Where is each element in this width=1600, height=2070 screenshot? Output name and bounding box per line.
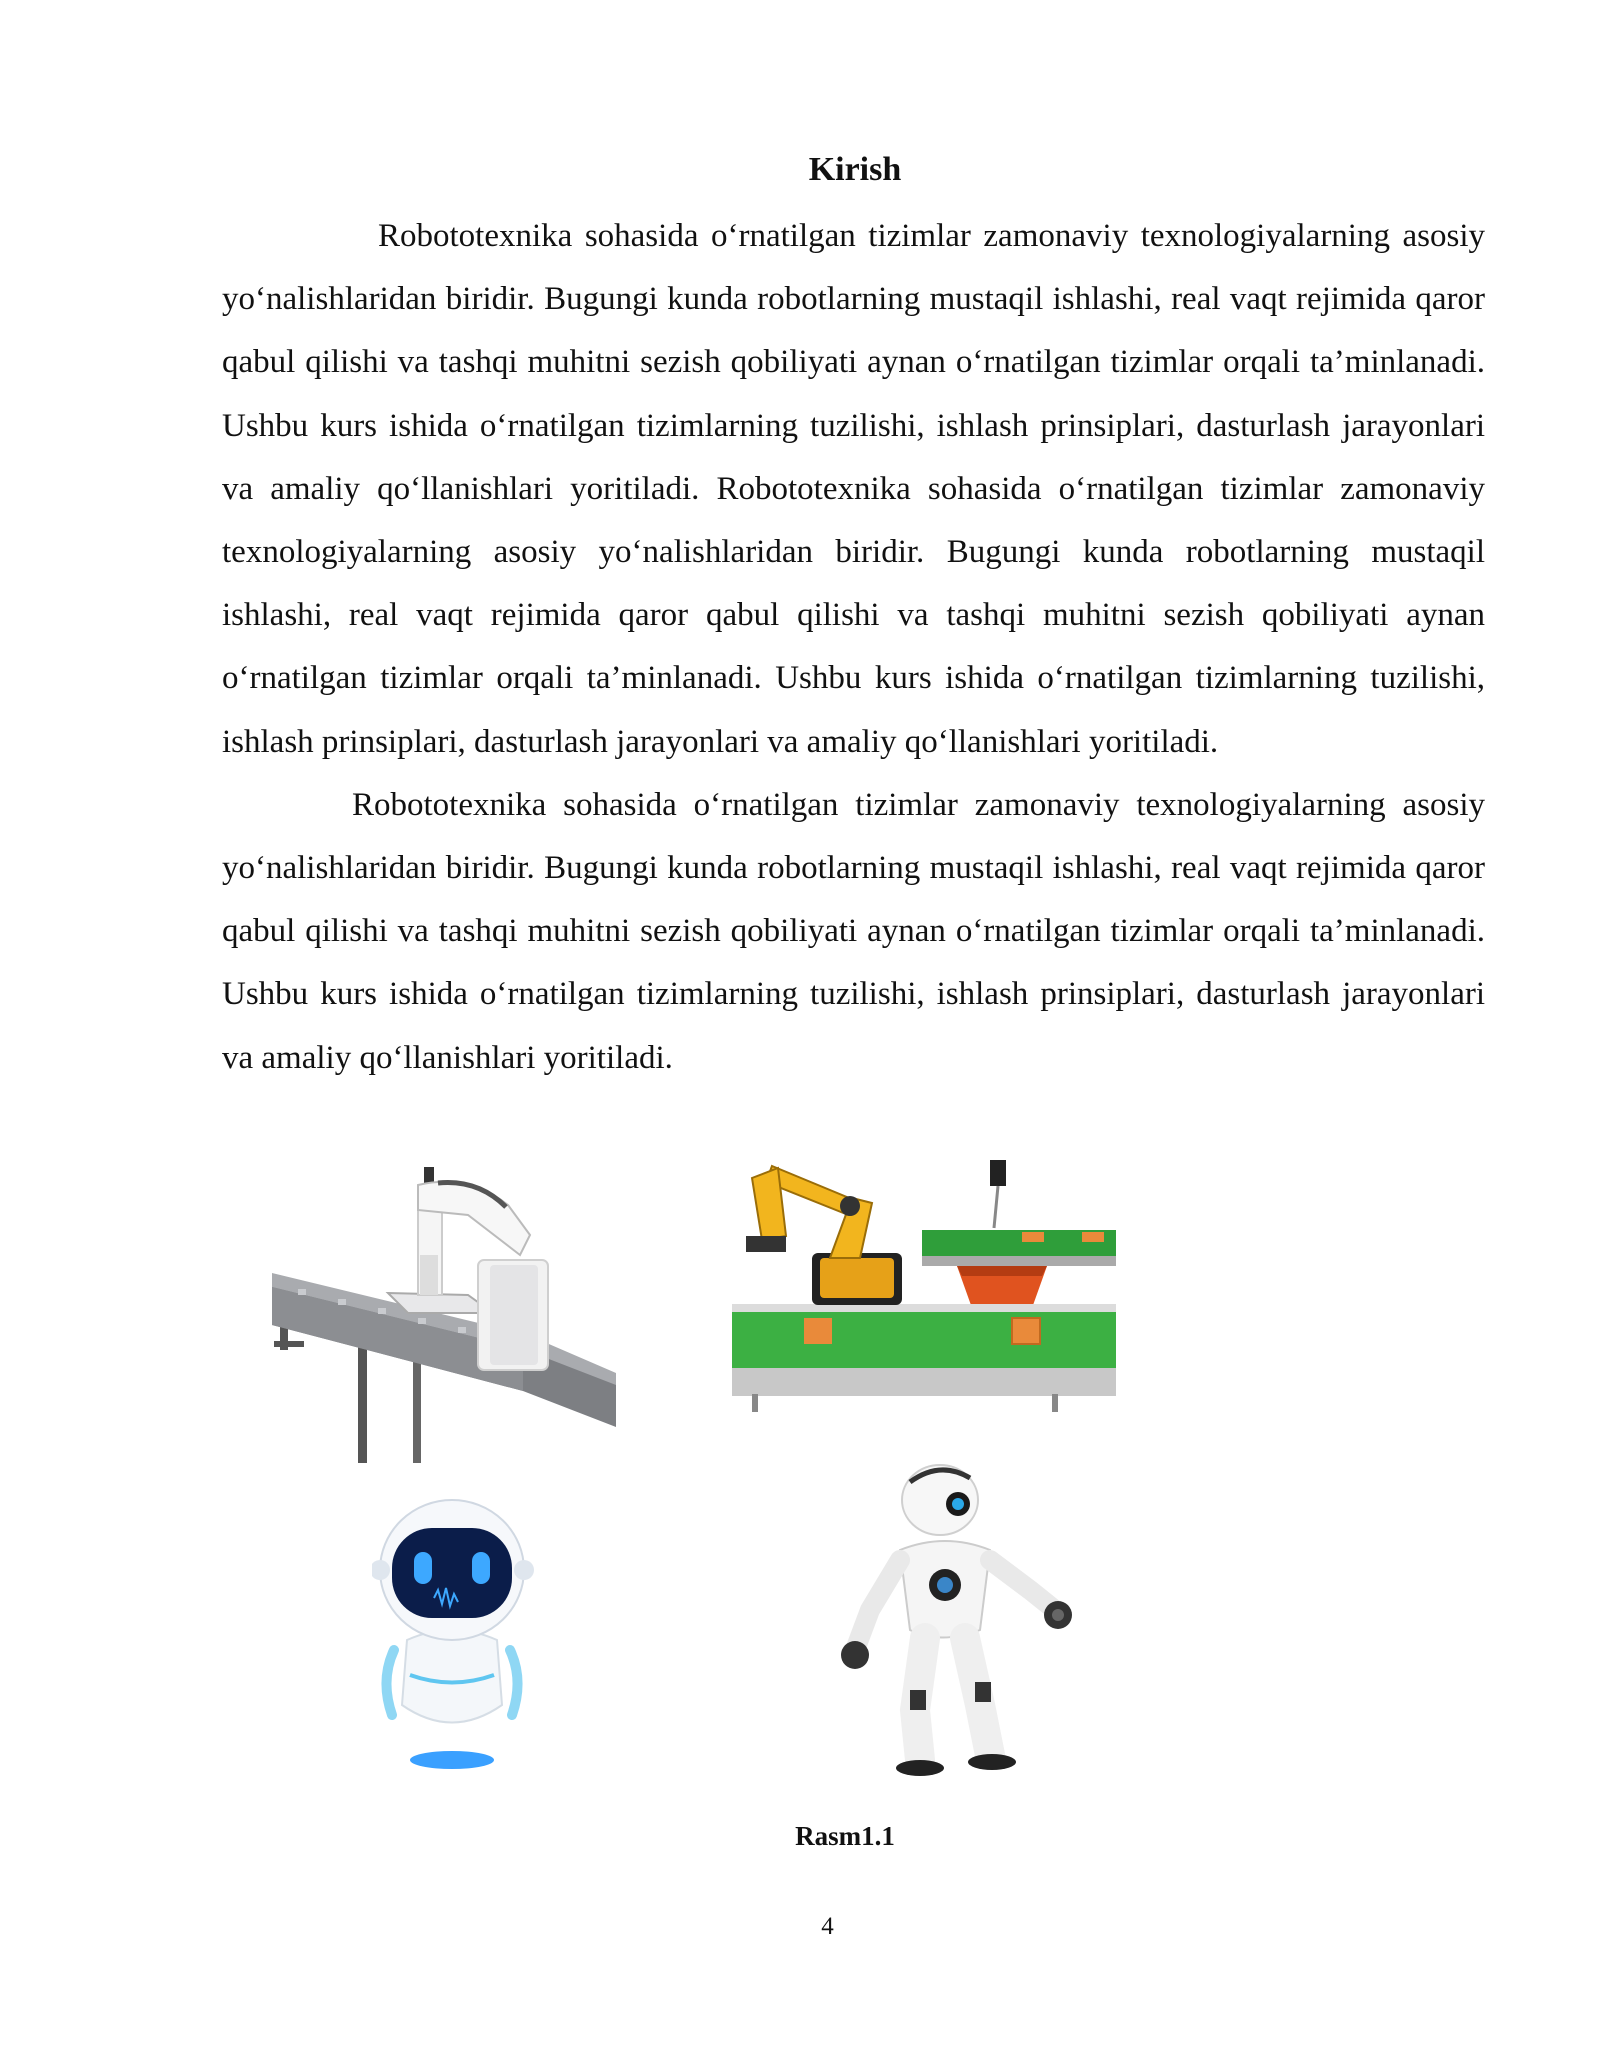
paragraph-1: Robototexnika sohasida o‘rnatilgan tizimlar zamonaviy texnologiyalarning asosiy yo‘nalishlaridan biridir. Bugungi kunda robotlarning mustaqil ishlashi, real vaqt rejimida qaror qabul qilishi va tashqi muhitni sezish qobiliyati aynan o‘rnatilgan tizimlar orqali ta’minlanadi. Ushbu kurs ishida o‘rnatilgan tizimlarning tuzilishi, ishlash prinsiplari, dasturlash jarayonlari va amaliy qo‘llanishlari yoritiladi. Robototexnika sohasida o‘rnatilgan tizimlar zamonaviy texnologiyalarning asosiy yo‘nalishlaridan biridir. Bugungi kunda robotlarning mustaqil ishlashi, real vaqt rejimida qaror qabul qilishi va tashqi muhitni sezish qobiliyati aynan o‘rnatilgan tizimlar orqali ta’minlanadi. Ushbu kurs ishida o‘rnatilgan tizimlarning tuzilishi, ishlash prinsiplari, dasturlash jarayonlari va amaliy qo‘llanishlari yoritiladi. xyxy=(222,218,1485,760)
page-number: 4 xyxy=(821,1913,834,1940)
paragraph-2: Robototexnika sohasida o‘rnatilgan tizimlar zamonaviy texnologiyalarning asosiy yo‘nalishlaridan biridir. Bugungi kunda robotlarning mustaqil ishlashi, real vaqt rejimida qaror qabul qilishi va tashqi muhitni sezish qobiliyati aynan o‘rnatilgan tizimlar orqali ta’minlanadi. Ushbu kurs ishida o‘rnatilgan tizimlarning tuzilishi, ishlash prinsiplari, dasturlash jarayonlari va amaliy qo‘llanishlari yoritiladi. xyxy=(222,786,1485,1076)
assistant-robot-icon xyxy=(372,1490,542,1775)
figure-caption: Rasm1.1 xyxy=(795,1821,895,1851)
industrial-robot-conveyor-icon xyxy=(268,1165,620,1465)
body-text xyxy=(222,205,1485,1090)
robotic-arm-sorting-line-icon xyxy=(732,1158,1117,1413)
humanoid-robot-icon xyxy=(840,1460,1085,1780)
page-title: Kirish xyxy=(808,151,902,188)
